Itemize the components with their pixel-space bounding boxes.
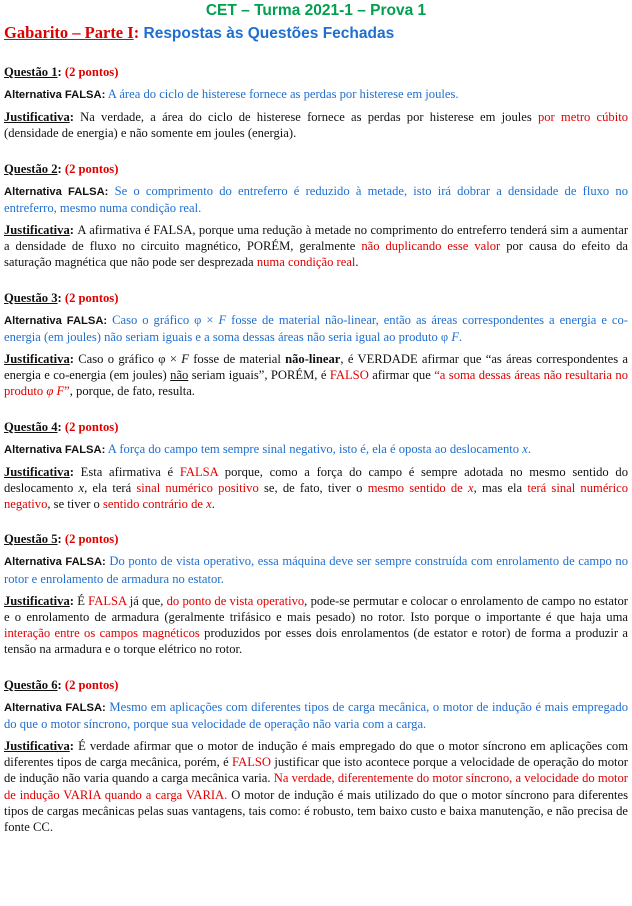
question-heading: Questão 6: (2 pontos) bbox=[4, 677, 119, 692]
highlight-text: do ponto de vista operativo bbox=[166, 593, 305, 608]
justification-label: Justificativa bbox=[4, 352, 70, 367]
highlight-text: por metro cúbito bbox=[537, 110, 628, 125]
question-number: Questão 3 bbox=[4, 290, 58, 305]
statement-text: Do ponto de vista operativo, essa máquina deve ser sempre construída com enrolamento de campo no rotor e enrolamento de armadura no estator. bbox=[4, 554, 628, 586]
highlight-text: não duplicando esse valor bbox=[361, 239, 501, 254]
justification-text: (densidade de energia) e não somente em joules (energia). bbox=[4, 126, 297, 141]
justification: Justificativa: É verdade afirmar que o motor de indução é mais empregado do que o motor síncrono em aplicações com diferentes tipos de carga mecânica, porém, é FALSO justificar que isto acontece porque a velocidade de operação do motor de indução não varia quando a carga mecânica varia. Na verdade, diferentemente do motor síncrono, a velocidade do motor de indução VARIA quando a carga VARIA. O motor de indução é mais utilizado do que o motor síncrono para diferentes tipos de cargas mecânicas pelas suas vantagens, tais como: é robusto, tem baixo custo e baixa manutenção, e não precisa de fonte CC. bbox=[4, 739, 629, 835]
justification-text: , porque, de fato, resulta. bbox=[69, 384, 195, 399]
highlight-text: FALSO bbox=[232, 755, 271, 770]
page-title: CET – Turma 2021-1 – Prova 1 bbox=[205, 2, 427, 19]
justification-text: A afirmativa é FALSA, porque uma redução à metade no comprimento do entreferro tenderá sim a aumentar a densidade de fluxo no circuito magnético, PORÉM, geralmente bbox=[4, 223, 629, 254]
question-3 bbox=[4, 290, 628, 400]
question-number: Questão 4 bbox=[4, 419, 58, 434]
justification-text: , ela terá bbox=[84, 481, 137, 496]
justification-text: por causa do efeito da saturação magnética que não pode ser desprezada bbox=[4, 239, 628, 270]
question-heading: Questão 2: (2 pontos) bbox=[4, 161, 119, 176]
question-points: (2 pontos) bbox=[64, 419, 119, 434]
justification-text: Esta afirmativa é bbox=[80, 464, 180, 479]
statement-text: Mesmo em aplicações com diferentes tipos de carga mecânica, o motor de indução é mais empregado do que o motor síncrono, porque sua velocidade de operação não varia com a carga. bbox=[4, 699, 628, 731]
justification-text: . bbox=[355, 255, 359, 270]
alt-label: Alternativa FALSA: bbox=[4, 701, 106, 714]
statement-text: . bbox=[459, 329, 463, 344]
highlight-text: FALSO bbox=[329, 368, 369, 383]
question-5 bbox=[4, 531, 628, 657]
question-points: (2 pontos) bbox=[64, 290, 119, 305]
gabarito-colon: : bbox=[133, 23, 140, 42]
subtitle-rest: Respostas às Questões Fechadas bbox=[143, 25, 395, 42]
justification-text: porque, como a força do campo é sempre adotada no mesmo sentido do deslocamento bbox=[4, 464, 629, 496]
highlight-text: x bbox=[467, 481, 474, 496]
question-number: Questão 1 bbox=[4, 65, 58, 79]
highlight-text: φ F bbox=[46, 384, 65, 399]
statement-text: F bbox=[451, 329, 460, 344]
gabarito-label: Gabarito – Parte I bbox=[4, 23, 134, 42]
false-statement bbox=[4, 553, 628, 586]
highlight-text: Na verdade, diferentemente do motor síncrono, a velocidade do motor de indução VARIA quando a carga VARIA. bbox=[4, 771, 628, 802]
justification-text: O motor de indução é mais utilizado do que o motor síncrono para diferentes tipos de cargas mecânicas pelas suas vantagens, tais como: é robusto, tem baixo custo e baixa manutenção, e não precisa de fonte CC. bbox=[4, 787, 628, 835]
statement-text: Se o comprimento do entreferro é reduzido à metade, isto irá dobrar a densidade de fluxo no entreferro, mesmo numa condição real. bbox=[4, 183, 628, 215]
justification-text: F bbox=[181, 352, 189, 367]
highlight-text: ” bbox=[64, 384, 70, 399]
question-points: (2 pontos) bbox=[64, 65, 119, 79]
question-heading: Questão 1: (2 pontos) bbox=[4, 65, 119, 79]
justification-text: seriam iguais”, PORÉM, é bbox=[188, 368, 330, 383]
justification-text: Na verdade, a área do ciclo de histerese fornece as perdas por histerese em joules bbox=[80, 110, 538, 125]
statement-text: F bbox=[218, 312, 227, 327]
question-points: (2 pontos) bbox=[64, 161, 119, 176]
justification-text: se, de fato, tiver o bbox=[258, 481, 368, 496]
statement-text: A área do ciclo de histerese fornece as perdas por histerese em joules. bbox=[107, 87, 459, 101]
question-number: Questão 6 bbox=[4, 677, 58, 692]
question-heading: Questão 4: (2 pontos) bbox=[4, 419, 119, 434]
highlight-text: “a soma dessas áreas não resultaria no produto bbox=[4, 368, 629, 399]
question-heading: Questão 3: (2 pontos) bbox=[4, 290, 119, 305]
page-subtitle bbox=[4, 22, 628, 45]
alt-label: Alternativa FALSA: bbox=[4, 314, 108, 327]
justification-text: produzidos por esses dois enrolamentos (de estator e rotor) de forma a produzir a tensão na armadura e o torque elétrico no rotor. bbox=[4, 626, 628, 657]
highlight-text: terá sinal numérico negativo bbox=[4, 481, 628, 512]
justification-text: . bbox=[211, 497, 215, 512]
bold-text: não-linear bbox=[285, 352, 341, 367]
justification: Justificativa: É FALSA já que, do ponto de vista operativo, pode-se permutar e colocar o enrolamento de campo no estator e o enrolamento de armadura (geralmente trifásico e mais pesado) no rotor. Isto porque o importante é que haja uma interação entre os campos magnéticos produzidos por esses dois enrolamentos (de estator e rotor) de forma a produzir a tensão na armadura e o torque elétrico no rotor. bbox=[4, 593, 628, 657]
question-points: (2 pontos) bbox=[64, 677, 119, 692]
justification-text: afirmar que bbox=[368, 368, 435, 383]
alt-label: Alternativa FALSA: bbox=[4, 185, 109, 198]
highlight-text: FALSA bbox=[88, 593, 127, 608]
justification: Justificativa: Esta afirmativa é FALSA porque, como a força do campo é sempre adotada no mesmo sentido do deslocamento x, ela terá sinal numérico positivo se, de fato, tiver o mesmo sentido de x, mas ela terá sinal numérico negativo, se tiver o sentido contrário de x. bbox=[4, 464, 629, 512]
statement-text: x bbox=[522, 441, 528, 456]
justification-label: Justificativa bbox=[4, 593, 70, 608]
justification-text: já que, bbox=[126, 593, 167, 608]
justification-text: , mas ela bbox=[473, 481, 528, 496]
alt-label: Alternativa FALSA: bbox=[4, 89, 106, 101]
statement-text: A força do campo tem sempre sinal negativo, isto é, ela é oposta ao deslocamento bbox=[107, 441, 523, 456]
justification-label: Justificativa bbox=[4, 464, 70, 479]
question-heading: Questão 5: (2 pontos) bbox=[4, 532, 119, 547]
justification: Justificativa: A afirmativa é FALSA, porque uma redução à metade no comprimento do entreferro tenderá sim a aumentar a densidade de fluxo no circuito magnético, PORÉM, geralmente não duplicando esse valor por causa do efeito da saturação magnética que não pode ser desprezada numa condição real. bbox=[4, 223, 629, 270]
highlight-text: sentido contrário de bbox=[102, 497, 207, 512]
question-6 bbox=[4, 677, 628, 836]
question-1 bbox=[4, 64, 628, 142]
underlined-text: não bbox=[170, 368, 189, 383]
highlight-text: sinal numérico positivo bbox=[136, 481, 259, 496]
justification-label: Justificativa bbox=[4, 110, 70, 125]
justification-text: , é VERDADE afirmar que “as áreas correspondentes a energia e co-energia (em joules) bbox=[4, 352, 628, 383]
question-2 bbox=[4, 161, 628, 271]
justification-text: É verdade afirmar que o motor de indução é mais empregado do que o motor síncrono em aplicações com diferentes tipos de carga mecânica, porém, é bbox=[4, 739, 629, 770]
alt-label: Alternativa FALSA: bbox=[4, 443, 106, 456]
justification-text: , se tiver o bbox=[47, 497, 103, 512]
false-statement bbox=[4, 699, 628, 732]
justification: Justificativa: Caso o gráfico φ × F fosse de material não-linear, é VERDADE afirmar que “as áreas correspondentes a energia e co-energia (em joules) não seriam iguais”, PORÉM, é FALSO afirmar que “a soma dessas áreas não resultaria no produto φ F”, porque, de fato, resulta. bbox=[4, 352, 629, 399]
alt-label: Alternativa FALSA: bbox=[4, 556, 106, 569]
question-points: (2 pontos) bbox=[64, 532, 119, 547]
highlight-text: x bbox=[206, 497, 212, 512]
false-statement bbox=[4, 312, 628, 345]
highlight-text: interação entre os campos magnéticos bbox=[4, 626, 200, 641]
question-number: Questão 2 bbox=[4, 161, 58, 176]
justification-text: x bbox=[78, 481, 85, 496]
justification-text: , pode-se permutar e colocar o enrolamento de campo no estator e o enrolamento de armadura (geralmente trifásico e mais pesado) no rotor. Isto porque o importante é que haja uma bbox=[4, 593, 628, 625]
highlight-text: numa condição real bbox=[256, 255, 356, 270]
justification-text: justificar que isto acontece porque a velocidade de operação do motor de indução não varia quando a carga mecânica varia. bbox=[4, 755, 628, 786]
false-statement bbox=[4, 441, 628, 458]
highlight-text: mesmo sentido de bbox=[367, 481, 468, 496]
justification-label: Justificativa bbox=[4, 223, 70, 238]
false-statement bbox=[4, 86, 628, 103]
question-number: Questão 5 bbox=[4, 532, 58, 547]
justification-text: Caso o gráfico φ × bbox=[78, 352, 182, 367]
statement-text: Caso o gráfico φ × bbox=[112, 312, 219, 327]
justification: Justificativa: Na verdade, a área do ciclo de histerese fornece as perdas por histerese em joules por metro cúbito (densidade de energia) e não somente em joules (energia). bbox=[4, 110, 628, 141]
justification-text: É bbox=[77, 593, 89, 608]
question-4 bbox=[4, 419, 628, 513]
highlight-text: FALSA bbox=[179, 464, 219, 479]
justification-text: fosse de material bbox=[188, 352, 286, 367]
statement-text: fosse de material não-linear, então as áreas correspondentes a energia e co-energia (em joules) não seriam iguais e a soma dessas áreas não seria igual ao produto φ bbox=[4, 312, 628, 344]
false-statement bbox=[4, 183, 628, 216]
statement-text: . bbox=[527, 441, 531, 456]
justification-label: Justificativa bbox=[4, 739, 70, 754]
